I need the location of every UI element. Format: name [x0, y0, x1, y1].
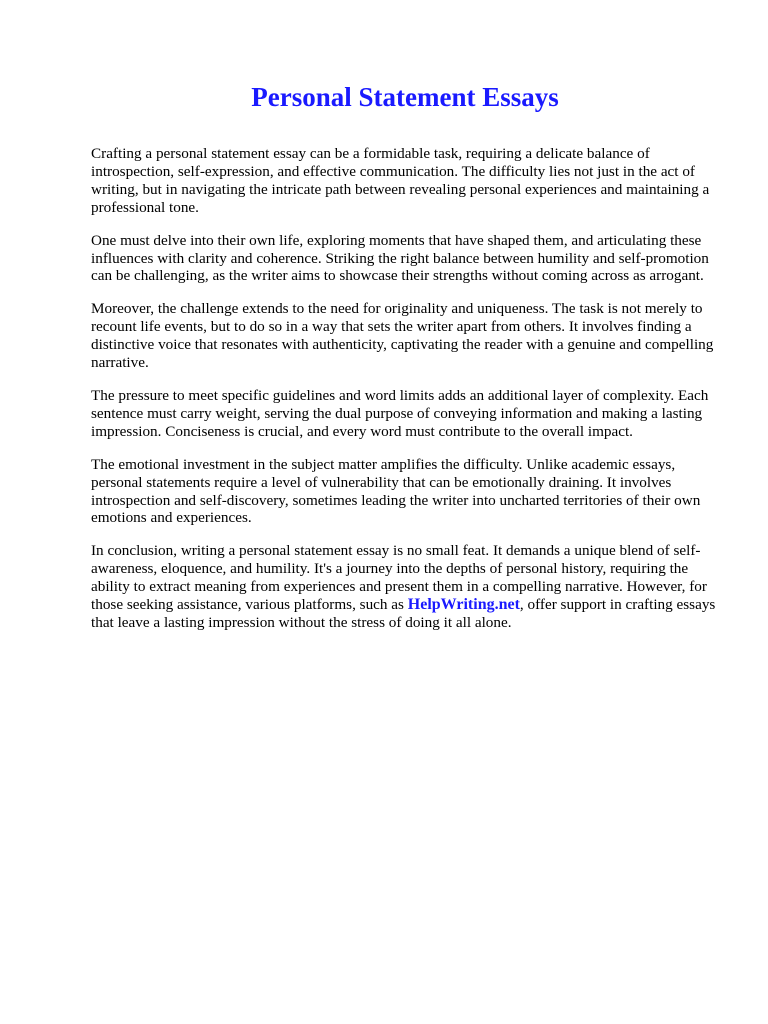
conclusion-text-after-link: , offer support in crafting essays that leave a lasting impression without the stress of doing it all alone. — [91, 596, 716, 631]
helpwriting-link[interactable]: HelpWriting.net — [407, 596, 520, 614]
paragraph-4: The pressure to meet specific guidelines and word limits adds an additional layer of complexity. Each sentence must carry weight, serving the dual purpose of conveying information and making a lasting impression. Conciseness is crucial, and every word must contribute to the overall impact. — [91, 386, 709, 440]
conclusion-paragraph — [91, 542, 727, 632]
document-body — [91, 145, 727, 647]
paragraph-5: The emotional investment in the subject matter amplifies the difficulty. Unlike academic essays, personal statements require a level of vulnerability that can be emotionally draining. It involves introspection and self-discovery, sometimes leading the writer into uncharted territories of their own emotions and experiences. — [91, 455, 701, 527]
paragraph-2: One must delve into their own life, exploring moments that have shaped them, and articulating these influences with clarity and coherence. Striking the right balance between humility and self-promotion can be challenging, as the writer aims to showcase their strengths without coming across as arrogant. — [91, 231, 709, 285]
page-title: Personal Statement Essays — [251, 82, 559, 112]
paragraph-1: Crafting a personal statement essay can be a formidable task, requiring a delicate balance of introspection, self-expression, and effective communication. The difficulty lies not just in the act of writing, but in navigating the intricate path between revealing personal experiences and maintaining a professional tone. — [91, 145, 710, 216]
paragraph-3: Moreover, the challenge extends to the need for originality and uniqueness. The task is not merely to recount life events, but to do so in a way that sets the writer apart from others. It involves finding a distinctive voice that resonates with authenticity, captivating the reader with a genuine and compelling narrative. — [91, 300, 714, 372]
conclusion-text-before-link: In conclusion, writing a personal statement essay is no small feat. It demands a unique blend of self-awareness, eloquence, and humility. It's a journey into the depths of personal history, requiring the ability to extract meaning from experiences and present them in a compelling narrative. However, for those seeking assistance, various platforms, such as — [91, 542, 707, 614]
